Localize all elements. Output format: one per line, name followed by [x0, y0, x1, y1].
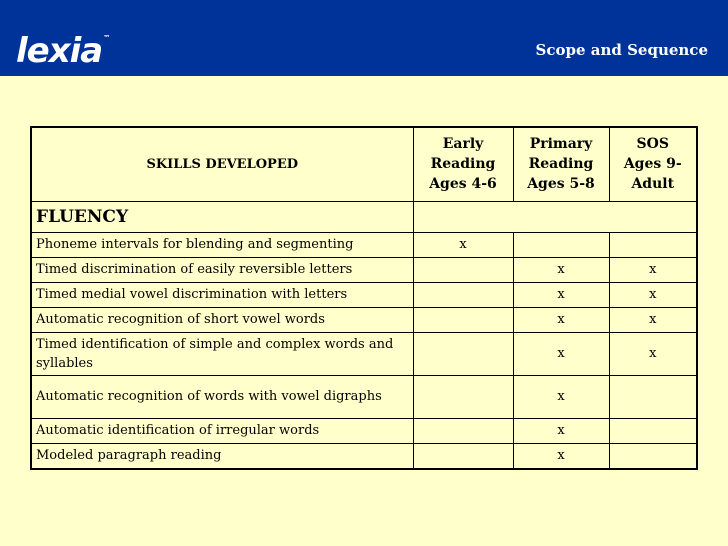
primary-mark [513, 232, 609, 257]
header-line: Primary [529, 136, 593, 153]
early-mark: x [413, 232, 513, 257]
table-row [31, 332, 697, 375]
logo-text: lexia [16, 31, 103, 71]
header-line: SOS [636, 136, 669, 153]
table-row [31, 232, 697, 257]
header-line: Reading [430, 156, 496, 173]
lexia-logo [16, 14, 109, 75]
scope-sequence-table [30, 126, 698, 470]
header-line: Ages 4-6 [429, 176, 497, 193]
skill-cell: Automatic identification of irregular words [31, 418, 413, 443]
early-mark [413, 418, 513, 443]
header-line: Ages 5-8 [527, 176, 595, 193]
primary-mark: x [513, 443, 609, 469]
sos-mark [609, 232, 697, 257]
document-title: Scope and Sequence [535, 41, 708, 59]
table-header-row [31, 127, 697, 201]
primary-mark: x [513, 332, 609, 375]
sos-mark: x [609, 332, 697, 375]
early-reading-header [413, 127, 513, 201]
trademark-symbol: ™ [103, 34, 110, 42]
skill-cell: Phoneme intervals for blending and segmenting [31, 232, 413, 257]
primary-reading-header [513, 127, 609, 201]
early-mark [413, 307, 513, 332]
sos-mark: x [609, 307, 697, 332]
early-mark [413, 257, 513, 282]
section-row [31, 201, 697, 232]
skill-cell: Timed medial vowel discrimination with letters [31, 282, 413, 307]
table-row [31, 418, 697, 443]
primary-mark: x [513, 307, 609, 332]
header-line: Early [442, 136, 484, 153]
early-mark [413, 332, 513, 375]
primary-mark: x [513, 257, 609, 282]
skill-cell: Automatic recognition of short vowel words [31, 307, 413, 332]
section-empty-cell [413, 201, 697, 232]
section-title-fluency: FLUENCY [31, 201, 413, 232]
table-row [31, 443, 697, 469]
skills-developed-header: SKILLS DEVELOPED [31, 127, 413, 201]
sos-mark [609, 418, 697, 443]
header-line: Adult [631, 176, 675, 193]
header-line: Ages 9- [623, 156, 682, 173]
early-mark [413, 375, 513, 418]
skill-cell: Modeled paragraph reading [31, 443, 413, 469]
skill-cell: Timed discrimination of easily reversible letters [31, 257, 413, 282]
early-mark [413, 282, 513, 307]
skill-cell: Automatic recognition of words with vowel digraphs [31, 375, 413, 418]
table-row [31, 257, 697, 282]
table-row [31, 282, 697, 307]
primary-mark: x [513, 375, 609, 418]
table-row [31, 307, 697, 332]
early-mark [413, 443, 513, 469]
sos-mark [609, 375, 697, 418]
sos-mark: x [609, 257, 697, 282]
header-bar [0, 0, 728, 76]
skill-cell: Timed identification of simple and complex words and syllables [31, 332, 413, 375]
sos-header [609, 127, 697, 201]
header-line: Reading [528, 156, 594, 173]
table-row [31, 375, 697, 418]
sos-mark: x [609, 282, 697, 307]
primary-mark: x [513, 418, 609, 443]
primary-mark: x [513, 282, 609, 307]
sos-mark [609, 443, 697, 469]
